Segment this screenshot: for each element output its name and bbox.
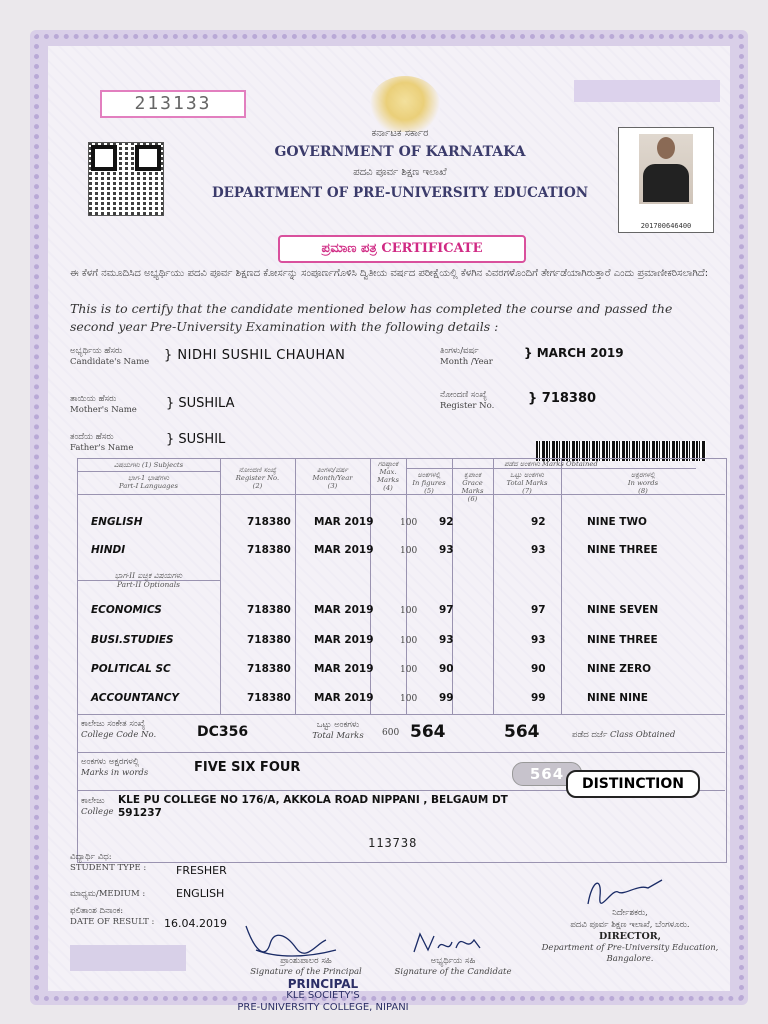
- subject-name: HINDI: [91, 544, 126, 556]
- date-of-result: 16.04.2019: [164, 917, 227, 930]
- part2-header: [77, 572, 220, 589]
- hdr-en: Total Marks: [506, 479, 548, 487]
- father-name-label: [70, 432, 133, 454]
- table-row: [77, 692, 725, 712]
- college-code: DC356: [197, 724, 249, 740]
- table-row: [77, 604, 725, 624]
- subject-marks: 92: [439, 516, 454, 528]
- subject-max: 100: [400, 636, 418, 646]
- department-kannada: ಪದವಿ ಪೂರ್ವ ಶಿಕ್ಷಣ ಇಲಾಖೆ: [353, 167, 447, 178]
- label-en: Month /Year: [440, 357, 493, 367]
- subject-max: 100: [400, 546, 418, 556]
- certificate-sheet: [30, 30, 748, 1013]
- subject-month: MAR 2019: [314, 663, 374, 675]
- label-kn: ಪಡೆದ ದರ್ಜೆ: [572, 730, 608, 740]
- table-row: [77, 663, 725, 683]
- candidate-signature-label: [388, 956, 518, 978]
- subject-total: 93: [531, 634, 546, 646]
- subject-month: MAR 2019: [314, 634, 374, 646]
- hdr-en: Register No.: [235, 474, 280, 482]
- subject-month: MAR 2019: [314, 692, 374, 704]
- hdr-kn: ಗರಿಷ್ಠಾಂಕ: [377, 460, 399, 468]
- certify-kannada: ಈ ಕೆಳಗೆ ನಮೂದಿಸಿದ ಅಭ್ಯರ್ಥಿಯು ಪದವಿ ಪೂರ್ವ ಶಿಕ್ಷಣದ ಕೋರ್ಸನ್ನು ಸಂಪೂರ್ಣಗೊಳಿಸಿ ದ್ವಿತೀಯ ವರ್ಷದ ಪರೀಕ್ಷೆಯಲ್ಲಿ ಕೆಳಗಿನ ವಿವರಗಳೊಂದಿಗೆ ತೇರ್ಗಡೆಯಾಗಿರುತ್ತಾರೆ ಎಂದು ಪ್ರಮಾಣೀಕರಿಸಲಾಗಿದೆ:: [70, 268, 709, 279]
- government-title: GOVERNMENT OF KARNATAKA: [274, 144, 526, 160]
- candidate-photo: [618, 127, 714, 233]
- part1-header: Part-I Languages: [118, 482, 179, 490]
- mother-name-value: SUSHILA: [178, 396, 235, 411]
- subject-register: 718380: [247, 604, 291, 616]
- subject-name: POLITICAL SC: [91, 663, 171, 675]
- subject-name: ENGLISH: [91, 516, 143, 528]
- state-kannada: ಕರ್ನಾಟಕ ಸರ್ಕಾರ: [371, 128, 429, 139]
- subject-register: 718380: [247, 516, 291, 528]
- photo-background: [639, 134, 693, 204]
- label-en: Register No.: [440, 401, 495, 411]
- table-row: [77, 634, 725, 654]
- label-kn: ಒಟ್ಟು ಅಂಕಗಳು: [316, 720, 360, 730]
- hdr-num: (7): [522, 487, 532, 495]
- subject-marks: 97: [439, 604, 454, 616]
- subject-words: NINE THREE: [587, 634, 658, 646]
- table-row: [77, 516, 725, 536]
- director-dept: Department of Pre-University Education,: [541, 942, 719, 953]
- hdr-en: Grace Marks: [461, 479, 484, 495]
- summary-divider: [77, 714, 725, 715]
- marks-in-words: FIVE SIX FOUR: [194, 760, 301, 775]
- subject-month: MAR 2019: [314, 516, 374, 528]
- hdr-en: In words: [627, 479, 659, 487]
- max-total: 600: [382, 728, 400, 738]
- college-pincode: 591237: [118, 807, 162, 819]
- month-year: } MARCH 2019: [524, 346, 624, 360]
- label-en: Total Marks: [312, 731, 364, 741]
- photo-body: [643, 164, 689, 202]
- month-year-value: MARCH 2019: [536, 346, 624, 360]
- director-block: [538, 908, 722, 966]
- label-en: College: [81, 807, 114, 817]
- marks-obtained-header: ಪಡೆದ ಅಂಕಗಳು Marks Obtained: [406, 460, 696, 469]
- college-details: [118, 794, 508, 820]
- subject-total: 90: [531, 663, 546, 675]
- mother-name: } SUSHILA: [166, 396, 235, 411]
- part2-header-kn: ಭಾಗ-II ಐಚ್ಛಿಕ ವಿಷಯಗಳು: [114, 571, 183, 580]
- subject-name: ACCOUNTANCY: [91, 692, 180, 704]
- hdr-num: (5): [424, 487, 434, 495]
- photo-head: [657, 137, 675, 159]
- subject-max: 100: [400, 694, 418, 704]
- subject-max: 100: [400, 606, 418, 616]
- register-no-label: [440, 390, 494, 412]
- hdr-kn: ಅಕ್ಷರಗಳಲ್ಲಿ: [630, 471, 656, 479]
- subject-marks: 99: [439, 692, 454, 704]
- subject-name: BUSI.STUDIES: [91, 634, 174, 646]
- subject-marks: 90: [439, 663, 454, 675]
- hdr-kn: ಅಂಕಗಳಲ್ಲಿ: [417, 471, 441, 479]
- certify-english: This is to certify that the candidate mentioned below has completed the course and passed the second year Pre-University Examination with the following details :: [70, 301, 673, 334]
- subject-register: 718380: [247, 634, 291, 646]
- label-kn: ಅಭ್ಯರ್ಥಿಯ ಸಹಿ: [430, 956, 476, 966]
- hdr-num: (6): [467, 495, 478, 503]
- principal-signature-label: [246, 956, 366, 978]
- total-marks-label: [298, 720, 378, 742]
- department-title: DEPARTMENT OF PRE-UNIVERSITY EDUCATION: [211, 185, 589, 201]
- hdr-num: (3): [327, 482, 338, 490]
- grand-total: 564: [504, 722, 540, 742]
- date-of-result-label: [70, 906, 154, 928]
- subject-month: MAR 2019: [314, 604, 374, 616]
- total-header: [493, 471, 561, 495]
- director-city: Bangalore.: [606, 954, 654, 964]
- certificate-body: [48, 46, 730, 1013]
- label-kn: ಪ್ರಾಂಶುಪಾಲರ ಸಹಿ: [280, 956, 332, 966]
- label-en: STUDENT TYPE :: [70, 863, 147, 873]
- hdr-kn: ತಿಂಗಳು/ವರ್ಷ: [317, 466, 348, 474]
- certificate-title-kannada: ಪ್ರಮಾಣ ಪತ್ರ: [321, 241, 377, 256]
- director-kn-2: ಪದವಿ ಪೂರ್ವ ಶಿಕ್ಷಣ ಇಲಾಖೆ, ಬೆಂಗಳೂರು.: [570, 919, 690, 930]
- principal-stamp: [198, 978, 448, 1014]
- total-seal: 564: [512, 762, 582, 786]
- part1-header-kn: ಭಾಗ-1 ಭಾಷೆಗಳು: [77, 471, 220, 482]
- candidate-name-value: NIDHI SUSHIL CHAUHAN: [177, 348, 346, 363]
- month-year-label: [440, 346, 493, 368]
- bottom-serial: 113738: [368, 836, 418, 850]
- director-signature: [578, 870, 668, 910]
- label-en: College Code No.: [81, 730, 157, 740]
- college-address: KLE PU COLLEGE NO 176/A, AKKOLA ROAD NIPPANI , BELGAUM DT: [118, 794, 508, 806]
- principal-photo-box: [70, 945, 186, 971]
- subject-register: 718380: [247, 663, 291, 675]
- register-header: [220, 466, 295, 490]
- hdr-num: (4): [383, 484, 393, 492]
- candidate-name: } NIDHI SUSHIL CHAUHAN: [164, 348, 346, 363]
- subject-words: NINE ZERO: [587, 663, 652, 675]
- label-en: Signature of the Candidate: [394, 967, 512, 977]
- hdr-en: Max. Marks: [377, 468, 399, 484]
- subject-words: NINE TWO: [587, 516, 647, 528]
- label-kn: ನೋಂದಣಿ ಸಂಖ್ಯೆ: [440, 390, 487, 400]
- medium-label: ಮಾಧ್ಯಮ/MEDIUM :: [70, 889, 146, 899]
- certificate-title: CERTIFICATE: [381, 241, 483, 256]
- state-emblem: [370, 76, 440, 132]
- month-header: [295, 466, 370, 490]
- stamp-line-3: PRE-UNIVERSITY COLLEGE, NIPANI: [237, 1002, 409, 1013]
- total-figures: 564: [410, 722, 446, 742]
- subject-words: NINE SEVEN: [587, 604, 659, 616]
- subject-marks: 93: [439, 544, 454, 556]
- qr-code: [88, 142, 164, 216]
- class-obtained-label: [572, 730, 675, 741]
- hdr-en: In figures: [412, 479, 446, 487]
- subject-words: NINE THREE: [587, 544, 658, 556]
- part2-header-en: Part-II Optionals: [77, 580, 220, 589]
- label-en: Signature of the Principal: [250, 967, 362, 977]
- subjects-header-text: ವಿಷಯಗಳು (1) Subjects: [113, 461, 184, 469]
- summary-divider: [77, 752, 725, 753]
- marks-in-words-label: [81, 757, 191, 779]
- register-no-value: 718380: [541, 391, 597, 406]
- label-kn: ವಿದ್ಯಾರ್ಥಿ ವಿಧ:: [70, 852, 112, 862]
- label-kn: ತಂದೆಯ ಹೆಸರು: [70, 432, 114, 442]
- director-title: DIRECTOR,: [599, 931, 661, 942]
- subject-words: NINE NINE: [587, 692, 648, 704]
- subject-register: 718380: [247, 544, 291, 556]
- subjects-header: [77, 461, 220, 490]
- label-en: Marks in words: [81, 768, 149, 778]
- label-en: DATE OF RESULT :: [70, 917, 155, 927]
- father-name: } SUSHIL: [166, 432, 226, 447]
- hdr-kn: ಒಟ್ಟು ಅಂಕಗಳು: [510, 471, 544, 479]
- label-en: Father's Name: [70, 443, 134, 453]
- subject-register: 718380: [247, 692, 291, 704]
- label-en: Class Obtained: [610, 730, 676, 740]
- grace-header: [452, 471, 493, 503]
- table-row: [77, 544, 725, 564]
- label-kn: ಕಾಲೇಜು ಸಂಕೇತ ಸಂಖ್ಯೆ: [81, 719, 146, 729]
- photo-id: 201700646400: [640, 222, 692, 230]
- label-en: Candidate's Name: [70, 357, 150, 367]
- label-kn: ಅಭ್ಯರ್ಥಿಯ ಹೆಸರು: [70, 346, 123, 356]
- subject-total: 92: [531, 516, 546, 528]
- label-en: Mother's Name: [70, 405, 137, 415]
- subject-max: 100: [400, 665, 418, 675]
- subject-total: 93: [531, 544, 546, 556]
- hdr-kn: ಕೃಪಾಂಕ: [463, 471, 482, 479]
- label-kn: ಫಲಿತಾಂಶ ದಿನಾಂಕ:: [70, 906, 124, 916]
- stamp-line-1: PRINCIPAL: [287, 977, 359, 991]
- director-kn-1: ನಿರ್ದೇಶಕರು,: [612, 908, 648, 918]
- label-kn: ತಾಯಿಯ ಹೆಸರು: [70, 394, 117, 404]
- subject-month: MAR 2019: [314, 544, 374, 556]
- father-name-value: SUSHIL: [178, 432, 226, 447]
- subject-max: 100: [400, 518, 418, 528]
- student-type: FRESHER: [176, 864, 227, 877]
- hdr-en: Month/Year: [312, 474, 353, 482]
- subject-total: 97: [531, 604, 546, 616]
- medium: ENGLISH: [176, 887, 225, 900]
- hdr-kn: ನೋಂದಣಿ ಸಂಖ್ಯೆ: [238, 466, 277, 474]
- college-code-label: [81, 719, 191, 741]
- stamp-line-2: KLE SOCIETY'S: [286, 990, 360, 1001]
- register-no: } 718380: [528, 391, 597, 406]
- label-kn: ಕಾಲೇಜು: [81, 796, 105, 806]
- label-kn: ತಿಂಗಳು/ವರ್ಷ: [440, 346, 479, 356]
- class-obtained: DISTINCTION: [566, 770, 700, 798]
- student-type-label: [70, 852, 146, 874]
- label-kn: ಅಂಕಗಳು ಅಕ್ಷರಗಳಲ್ಲಿ: [81, 757, 140, 767]
- candidate-name-label: [70, 346, 149, 368]
- certificate-title-box: [278, 235, 526, 263]
- hdr-num: (8): [638, 487, 648, 495]
- subject-total: 99: [531, 692, 546, 704]
- security-stripe: [574, 80, 720, 102]
- college-label: [81, 796, 114, 818]
- serial-number: 213133: [100, 90, 246, 118]
- figures-header: [406, 471, 452, 495]
- subject-marks: 93: [439, 634, 454, 646]
- hdr-num: (2): [252, 482, 263, 490]
- mother-name-label: [70, 394, 137, 416]
- max-header: [370, 460, 406, 492]
- subject-name: ECONOMICS: [91, 604, 162, 616]
- words-header: [561, 471, 725, 495]
